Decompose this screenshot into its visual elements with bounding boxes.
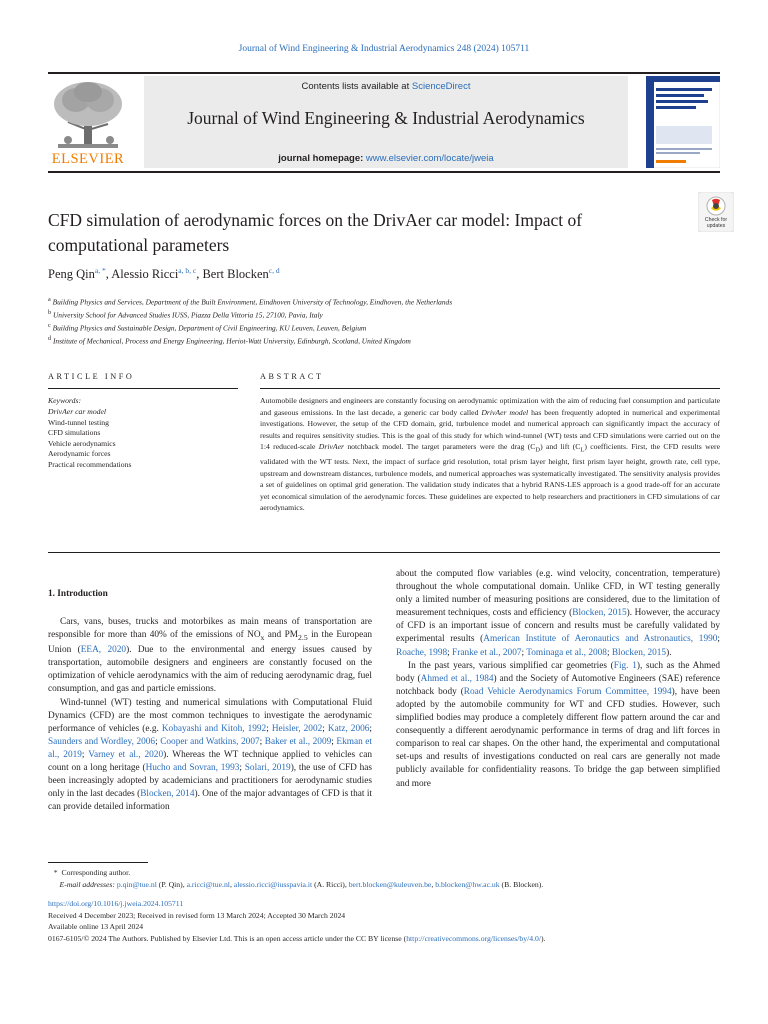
body-text: Cars, vans, buses, trucks and motorbikes as main means of transportation are responsible for more than 40% of the emissions of NO (48, 617, 372, 641)
abstract-subscript: D (535, 446, 541, 454)
email-owner: , (229, 879, 234, 889)
article-info-heading: ARTICLE INFO (48, 372, 135, 381)
abstract-heading: ABSTRACT (260, 372, 324, 381)
affiliation-item (48, 308, 728, 321)
affiliation-key: b (48, 310, 52, 317)
citation-link[interactable]: Road Vehicle Aerodynamics Forum Committee, 1994 (463, 686, 672, 697)
email-link[interactable]: p.qin@tue.nl (116, 879, 157, 889)
abstract-segment: Automobile designers and engineers are constantly focusing on aerodynamic optimization with the aim of reducing fuel consumption and particulate and gaseous emissions. In the last decade, a generic car body called (260, 396, 720, 417)
citation-link[interactable]: Saunders and Wordley, 2006 (48, 736, 156, 747)
author-list: Peng Qin$^{a, *}$, Alessio Ricci$^{a, b, c}$, Bert Blocken$^{c, d}$ (48, 266, 280, 282)
journal-homepage-link[interactable]: www.elsevier.com/locate/jweia (365, 153, 494, 164)
affiliation-text: Building Physics and Sustainable Design, Department of Civil Engineering, KU Leuven, Leuven, Belgium (52, 323, 367, 333)
body-text: ). One of the major advantages of CFD is that it can provide detailed information (48, 789, 372, 813)
email-link[interactable]: a.ricci@tue.nl (186, 879, 230, 889)
body-text: in the European Union ( (48, 630, 373, 656)
homepage-line (144, 153, 628, 164)
abstract-segment: ) and lift (C (540, 442, 581, 451)
body-text: ) and the Society of Automotive Engineers (SAE) reference notchback body ( (396, 673, 720, 697)
abstract-subscript: L (580, 446, 585, 454)
body-text: ), the use of CFD has been increasingly adopted by academicians and practitioners for aerodynamic studies only in the last decades ( (48, 762, 372, 800)
citation-link[interactable]: Varney et al., 2020 (88, 749, 164, 760)
keyword-item: Wind-tunnel testing (48, 417, 109, 427)
citation-link[interactable]: Katz, 2006 (327, 723, 370, 734)
citation-link[interactable]: Ahmed et al., 1984 (420, 673, 494, 684)
publication-details (48, 898, 728, 944)
affiliation-item (48, 295, 728, 308)
keyword-list (48, 407, 238, 471)
affiliation-item (48, 321, 728, 334)
abstract-segment: ) coefficients. First, the CFD results were validated with the WT tests. Next, the impact of surface grid resolution, total prism layer height, first prism layer height, growth rate, cell type, upstream and downstream distances, turbulence models, and numerical approaches was systematically investigated. The sensitivity analysis provides a set of guidelines on optimal grid generation. The validation study indicates that a hybrid RANS-LES approach is a good trade-off for an accurate yet economical simulation of the aerodynamic forces. These guidelines are expected to help researchers and practitioners in CFD simulations of car aerodynamics. (260, 442, 721, 513)
journal-masthead (48, 72, 720, 172)
body-paragraph: Wind-tunnel (WT) testing and numerical simulations with Computational Fluid Dynamics (CFD) are the most common techniques to investigate the aerodynamic performance of vehicles (e.g. Kobayashi and Kitoh, 1992; Heisler, 2002; Katz, 2006; Saunders and Wordley, 2006; Cooper and Watkins, 2007; Baker et al., 2009; Ekman et al., 2019; Varney et al., 2020). Whereas the WT technique applied to vehicles can count on a long heritage (Hucho and Sovran, 1993; Solari, 2019), the use of CFD has been increasingly adopted by academicians and practitioners for aerodynamic studies only in the last decades (Blocken, 2014). One of the major advantages of CFD is that it can provide detailed information (48, 697, 372, 813)
body-column-right (396, 568, 720, 791)
contents-line (144, 81, 628, 92)
citation-link[interactable]: Ekman et al., 2019 (48, 736, 372, 760)
body-text: ). (666, 647, 672, 658)
license-text: 0167-6105/© 2024 The Authors. Published by Elsevier Ltd. This is an open access article under the CC BY license ( (48, 933, 407, 943)
email-owner: (P. Qin), (156, 879, 187, 889)
keyword-item: Practical recommendations (48, 459, 132, 469)
available-online-date: Available online 13 April 2024 (48, 922, 144, 932)
author-name[interactable]: Bert Blocken (202, 267, 269, 282)
abstract-rule (260, 388, 720, 389)
body-text: Wind-tunnel (WT) testing and numerical simulations with Computational Fluid Dynamics (CFD) are the most common techniques to investigate the aerodynamic performance of vehicles (e.g. (48, 697, 372, 734)
citation-link[interactable]: EEA, 2020 (80, 645, 127, 656)
email-link[interactable]: bert.blocken@kuleuven.be (348, 879, 432, 889)
body-paragraph (396, 660, 720, 791)
journal-title: Journal of Wind Engineering & Industrial Aerodynamics (187, 108, 585, 128)
affiliation-key: c (48, 323, 51, 330)
citation-link[interactable]: Tominaga et al., 2008 (526, 647, 607, 658)
affiliation-key: d (48, 336, 52, 343)
body-text: about the computed flow variables (e.g. wind velocity, concentration, temperature) throughout the whole computational domain. Unlike CFD, in WT testing generally only a limited number of measuring positions are considered, due to the limitation of measurement techniques, costs and efficiency ( (396, 569, 720, 619)
body-text: ), such as the Ahmed body ( (396, 660, 720, 684)
citation-link[interactable]: Solari, 2019 (244, 762, 291, 773)
body-subscript: x (260, 633, 265, 643)
citation-link[interactable]: Hucho and Sovran, 1993 (145, 762, 240, 773)
email-link[interactable]: alessio.ricci@iusspavia.it (233, 879, 313, 889)
masthead-top-rule (48, 72, 720, 74)
received-dates: Received 4 December 2023; Received in revised form 13 March 2024; Accepted 30 March 2024 (48, 910, 346, 920)
doi-link[interactable]: https://doi.org/10.1016/j.jweia.2024.105711 (48, 899, 184, 908)
check-for-updates-badge[interactable] (698, 192, 734, 232)
keyword-item: CFD simulations (48, 428, 101, 438)
citation-link[interactable]: Blocken, 2014 (140, 789, 195, 800)
body-text: ), have been adopted by the automobile community for WT and CFD studies. However, such simplified bodies may produce a completely different flow pattern around the car and consequently a different aerodynamic performance in terms of drag and lift forces in comparison to real car shapes. On the other hand, the experimental and computational set-ups and results of investigations conducted on real cars are generally not made publicly available for confidentiality reasons. To bridge the gap between simplified and more (396, 686, 721, 789)
keyword-item: Aerodynamic forces (48, 449, 111, 459)
email-addresses (48, 879, 728, 891)
body-paragraph: about the computed flow variables (e.g. wind velocity, concentration, temperature) throughout the whole computational domain. Unlike CFD, in WT testing generally only a limited number of measuring positions are considered, due to the limitation of measurement techniques, costs and efficiency (Blocken, 2015). However, the accuracy of CFD is an important issue of concern and results must be carefully validated by experimental results (American Institute of Aeronautics and Astronautics, 1990; Roache, 1998; Franke et al., 2007; Tominaga et al., 2008; Blocken, 2015). (396, 569, 720, 658)
citation-link[interactable]: Baker et al., 2009 (264, 736, 332, 747)
citation-link[interactable]: Heisler, 2002 (271, 723, 323, 734)
publisher-name: ELSEVIER (51, 151, 125, 167)
affiliation-text: University School for Advanced Studies IUSS, Piazza Della Vittoria 15, 27100, Pavia, Italy (52, 310, 323, 320)
email-label: E-mail addresses: (59, 879, 115, 889)
journal-cover-thumbnail[interactable] (646, 76, 720, 168)
masthead-center-panel (144, 76, 628, 168)
keyword-item: DrivAer car model (48, 407, 107, 416)
homepage-prefix: journal homepage: (278, 153, 366, 164)
keyword-item: Vehicle aerodynamics (48, 438, 116, 448)
citation-link[interactable]: American Institute of Aeronautics and Astronautics, 1990 (483, 634, 718, 645)
footnote-rule (48, 862, 148, 863)
body-text: In the past years, various simplified car geometries ( (408, 660, 614, 671)
email-owner: (B. Blocken). (499, 879, 544, 889)
abstract-emphasis: DrivAer model (481, 407, 529, 417)
abstract-bottom-rule (48, 552, 720, 553)
abstract-segment: notchback model. The target parameters were the drag (C (343, 442, 536, 451)
author-name[interactable]: Alessio Ricci (111, 267, 179, 282)
citation-link[interactable]: Blocken, 2015 (611, 647, 667, 658)
citation-link[interactable]: Franke et al., 2007 (452, 647, 522, 658)
email-owner: (A. Ricci), (312, 879, 349, 889)
sciencedirect-link[interactable]: ScienceDirect (411, 81, 471, 92)
affiliation-text: Institute of Mechanical, Process and Energy Engineering, Heriot-Watt University, Edinburgh, Scotland, United Kingdom (52, 336, 411, 346)
corresponding-author-text: Corresponding author. (61, 868, 131, 877)
citation-link[interactable]: Cooper and Watkins, 2007 (160, 736, 260, 747)
license-link[interactable]: http://creativecommons.org/licenses/by/4.0/ (406, 933, 541, 943)
email-owner: , (431, 879, 436, 889)
citation-link[interactable]: Roache, 1998 (396, 647, 448, 658)
body-text: ). Whereas the WT technique applied to vehicles can count on a long heritage ( (48, 749, 372, 773)
affiliation-text: Building Physics and Services, Department of the Built Environment, Eindhoven University of Technology, Eindhoven, the Netherlands (52, 297, 453, 307)
affiliation-item (48, 334, 728, 347)
body-subscript: 2.5 (298, 633, 308, 643)
author-affiliation-marker[interactable]: a, b, c (178, 266, 197, 275)
affiliation-key: a (48, 297, 51, 303)
author-name[interactable]: Peng Qin (48, 267, 95, 282)
license-text: ). (541, 933, 546, 943)
affiliation-list (48, 295, 728, 347)
author-affiliation-marker[interactable]: a, * (94, 266, 106, 275)
check-for-updates-label: Check for updates (704, 217, 728, 229)
author-affiliation-marker[interactable]: c, d (268, 266, 280, 275)
keywords-label: Keywords: (48, 396, 82, 405)
abstract-emphasis: DrivAer (318, 442, 344, 451)
body-text: and PM (264, 630, 299, 641)
journal-reference[interactable]: Journal of Wind Engineering & Industrial Aerodynamics 248 (2024) 105711 (238, 44, 530, 54)
article-info-rule (48, 388, 238, 389)
body-text: ). Due to the environmental and energy issues caused by transportation, automobile designers and engineers are constantly focused on the optimization of vehicle aerodynamics with the aim of reducing aerodynamic drag, fuel consumption, and gas and particle emissions. (48, 645, 372, 695)
figure-link[interactable]: Fig. 1 (613, 660, 637, 671)
citation-link[interactable]: Blocken, 2015 (572, 608, 627, 619)
citation-link[interactable]: Kobayashi and Kitoh, 1992 (161, 723, 267, 734)
body-text: ). However, the accuracy of CFD is an important issue of concern and results must be carefully validated by experimental results ( (396, 608, 720, 645)
abstract-text (260, 395, 720, 514)
license-statement (48, 933, 728, 945)
contents-prefix: Contents lists available at (301, 81, 412, 92)
footnotes (48, 867, 728, 890)
abstract-segment: has been frequently adopted in numerical and experimental investigations. However, the setup of the CFD domain, grid, turbulence model and numerical approach can significantly impact the accuracy of results and requires sensitivity studies. This is the goal of this study for which wind-tunnel (WT) tests and CFD simulations were carried out on the 1:4 reduced-scale (260, 407, 720, 451)
section-heading-introduction: 1. Introduction (48, 589, 108, 599)
paper-title: CFD simulation of aerodynamic forces on the DrivAer car model: Impact of computational parameters (48, 210, 583, 255)
corresponding-author-note: * Corresponding author. (48, 868, 131, 877)
body-column-left (48, 588, 372, 814)
email-link[interactable]: b.blocken@hw.ac.uk (435, 879, 500, 889)
body-paragraph (48, 616, 372, 696)
masthead-bottom-rule (48, 171, 720, 173)
